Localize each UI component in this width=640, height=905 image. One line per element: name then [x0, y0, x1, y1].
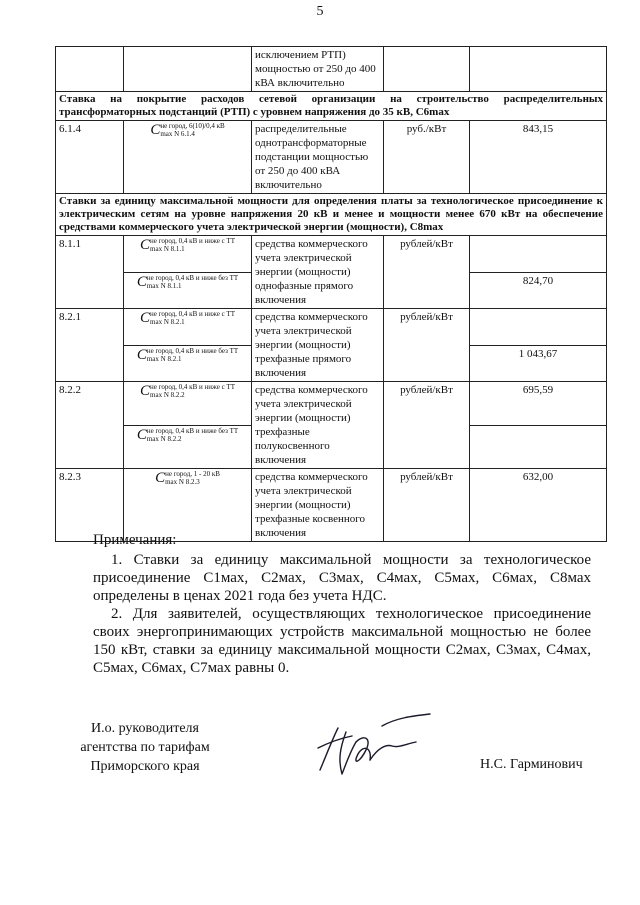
notes-title: Примечания:: [93, 532, 177, 548]
formula-cell: [124, 236, 252, 273]
rate-formula: C не город, 1 - 20 кВ max N 8.2.3: [155, 470, 220, 486]
formula-cell: [124, 345, 252, 382]
description-cell: распределительные однотрансформаторные подстанции мощностью от 250 до 400 кВА включительно: [252, 121, 384, 194]
description-cell: средства коммерческого учета электрической энергии (мощности) трехфазные косвенного включения: [252, 469, 384, 542]
unit-cell: рублей/кВт: [384, 309, 470, 382]
rate-formula: C не город, 0,4 кВ и ниже без ТТ max N 8.2.1: [136, 346, 239, 363]
formula-cell: [124, 121, 252, 194]
rate-cell: 632,00: [470, 469, 607, 542]
description-cell: исключением РТП) мощностью от 250 до 400 кВА включительно: [252, 47, 384, 92]
row-number: 8.2.2: [56, 382, 124, 469]
description-cell: средства коммерческого учета электрической энергии (мощности) трехфазные полукосвенного включения: [252, 382, 384, 469]
table-row: [56, 121, 607, 194]
section-header-row: [56, 194, 607, 236]
row-number: 8.2.3: [56, 469, 124, 542]
section-title-c8: Ставки за единицу максимальной мощности для определения платы за технологическое присоединение к электрическим сетям на уровне напряжения 20 кВ и менее и мощности менее 670 кВт на обеспечение средствами коммерческого учета электрической энергии (мощности), С8max: [56, 194, 607, 236]
rate-cell: [470, 309, 607, 346]
table-row: [56, 309, 607, 346]
signatory-name: Н.С. Гарминович: [480, 757, 583, 772]
rate-cell: 843,15: [470, 121, 607, 194]
row-number: 6.1.4: [56, 121, 124, 194]
rate-formula: C не город, 0,4 кВ и ниже без ТТ max N 8.1.1: [136, 273, 239, 290]
unit-cell: [384, 47, 470, 92]
formula-cell: [124, 47, 252, 92]
formula-cell: [124, 382, 252, 426]
table-row: [56, 382, 607, 426]
rate-cell: [470, 236, 607, 273]
signatory-position-line: агентства по тарифам: [80, 740, 210, 755]
rate-cell: [470, 425, 607, 469]
rate-formula: C не город, 6(10)/0,4 кВ max N 6.1.4: [150, 122, 225, 138]
signatory-position-line: Приморского края: [90, 759, 200, 774]
rate-formula: C не город, 0,4 кВ и ниже с ТТ max N 8.2.1: [140, 310, 235, 326]
rate-formula: C не город, 0,4 кВ и ниже с ТТ max N 8.2.2: [140, 383, 235, 399]
rate-cell: 695,59: [470, 382, 607, 426]
formula-cell: [124, 309, 252, 346]
unit-cell: рублей/кВт: [384, 469, 470, 542]
table-row: [56, 47, 607, 92]
section-header-row: [56, 92, 607, 121]
signatory-position: [60, 719, 230, 776]
notes-section: [93, 531, 591, 677]
note-item: 2. Для заявителей, осуществляющих технологическое присоединение своих энергопринимающих устройств максимальной мощностью не более 150 кВт, ставки за единицу максимальной мощности C2мах, C3мах, C4мах, C5мах, C6мах, C7мах равны 0.: [93, 606, 591, 676]
handwritten-signature: [312, 708, 452, 788]
rate-cell: 1 043,67: [470, 345, 607, 382]
page-number: 5: [316, 4, 324, 19]
unit-cell: рублей/кВт: [384, 382, 470, 469]
rate-formula: C не город, 0,4 кВ и ниже без ТТ max N 8.2.2: [136, 426, 239, 443]
formula-cell: [124, 272, 252, 309]
num-cell: [56, 47, 124, 92]
rate-formula: C не город, 0,4 кВ и ниже с ТТ max N 8.1.1: [140, 237, 235, 253]
formula-cell: [124, 425, 252, 469]
table-row: [56, 236, 607, 273]
section-title-c6: Ставка на покрытие расходов сетевой организации на строительство распределительных трансформаторных подстанций (РТП) с уровнем напряжения до 35 кВ, С6max: [56, 92, 607, 121]
unit-cell: рублей/кВт: [384, 236, 470, 309]
rate-cell: [470, 47, 607, 92]
note-item: 1. Ставки за единицу максимальной мощности за технологическое присоединение C1мах, C2мах, C3мах, C4мах, C5мах, C6мах, C8мах определены в ценах 2021 года без учета НДС.: [93, 552, 591, 604]
tariff-table: [55, 46, 607, 542]
signatory-position-line: И.о. руководителя: [90, 721, 199, 736]
description-cell: средства коммерческого учета электрической энергии (мощности) однофазные прямого включения: [252, 236, 384, 309]
unit-cell: руб./кВт: [384, 121, 470, 194]
description-cell: средства коммерческого учета электрической энергии (мощности) трехфазные прямого включения: [252, 309, 384, 382]
row-number: 8.2.1: [56, 309, 124, 382]
rate-cell: 824,70: [470, 272, 607, 309]
row-number: 8.1.1: [56, 236, 124, 309]
